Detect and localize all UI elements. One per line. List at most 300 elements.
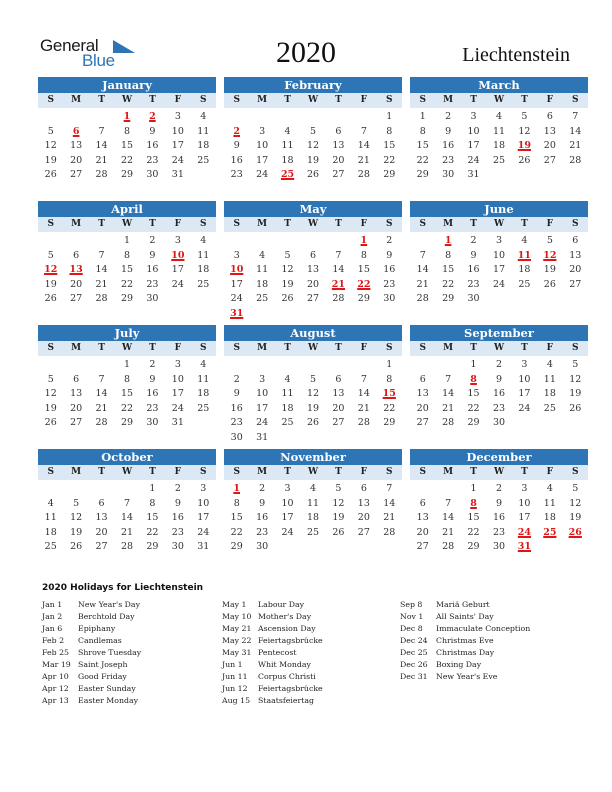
page-title-year: 2020 xyxy=(276,36,336,69)
holiday-item xyxy=(222,671,323,683)
weekday-label: W xyxy=(121,95,133,105)
day-cell: 21 xyxy=(569,140,582,151)
month-june xyxy=(410,201,588,307)
day-cell: 7 xyxy=(360,373,367,385)
day-cell: 23 xyxy=(492,526,506,538)
day-cell: 21 xyxy=(357,154,370,166)
day-cell: 5 xyxy=(546,235,553,246)
holiday-item xyxy=(42,611,141,623)
empty-cell xyxy=(249,234,274,249)
day-cell: 22 xyxy=(383,154,396,166)
weekday-label: T xyxy=(335,467,342,477)
weekday-label: W xyxy=(121,343,133,353)
weekday-label: T xyxy=(149,343,156,353)
weekday-label: T xyxy=(284,95,291,105)
day-cell: 30 xyxy=(256,541,269,552)
weekday-label: S xyxy=(47,467,54,477)
holiday-column xyxy=(222,599,323,707)
day-cell: 29 xyxy=(416,169,429,180)
holiday-name: Feiertagsbrücke xyxy=(258,636,323,645)
day-cell: 14 xyxy=(569,125,582,137)
day-cell: 29 xyxy=(467,541,480,552)
day-cell: 30 xyxy=(383,293,396,304)
day-cell: 29 xyxy=(383,169,396,180)
empty-cell xyxy=(63,482,88,497)
day-cell: 24 xyxy=(171,154,184,166)
day-cell: 28 xyxy=(357,417,370,428)
holiday-name: Berchtold Day xyxy=(78,612,135,621)
weekday-label: W xyxy=(493,95,505,105)
day-cell: 2 xyxy=(495,483,503,494)
holiday-date: Jun 12 xyxy=(222,684,248,693)
day-cell: 26 xyxy=(543,278,556,290)
holiday-item xyxy=(222,647,323,659)
day-cell: 10 xyxy=(467,125,480,137)
day-cell: 15 xyxy=(146,512,159,523)
day-cell: 25 xyxy=(197,278,210,290)
day-cell: 13 xyxy=(357,497,370,509)
day-cell: 18 xyxy=(306,512,320,523)
weekday-label: S xyxy=(47,95,54,105)
weekday-label: T xyxy=(470,343,477,353)
month-april xyxy=(38,201,216,307)
holiday-day-cell: 12 xyxy=(44,264,58,275)
day-cell: 9 xyxy=(470,249,477,261)
day-cell: 24 xyxy=(171,402,184,414)
weekday-row xyxy=(224,217,402,232)
day-cell: 23 xyxy=(230,169,243,180)
day-cell: 4 xyxy=(546,359,553,370)
holiday-day-cell: 31 xyxy=(517,541,532,552)
day-cell: 1 xyxy=(419,111,426,122)
day-cell: 29 xyxy=(467,417,480,428)
day-cell: 19 xyxy=(569,512,582,523)
weekday-label: M xyxy=(71,219,82,229)
day-cell: 18 xyxy=(44,526,57,538)
holiday-item xyxy=(222,635,323,647)
day-cell: 22 xyxy=(416,154,429,166)
day-cell: 10 xyxy=(256,388,269,399)
day-cell: 19 xyxy=(70,526,83,538)
day-cell: 9 xyxy=(495,373,503,385)
day-cell: 16 xyxy=(146,388,159,399)
weekday-label: T xyxy=(470,219,477,229)
day-cell: 23 xyxy=(230,417,243,428)
empty-cell xyxy=(38,482,63,497)
holidays-title: 2020 Holidays for Liechtenstein xyxy=(42,583,204,593)
weekday-label: T xyxy=(149,95,156,105)
day-cell: 25 xyxy=(543,402,556,414)
day-cell: 2 xyxy=(149,235,156,246)
day-cell: 30 xyxy=(171,541,184,552)
day-cell: 26 xyxy=(569,402,582,414)
day-cell: 22 xyxy=(230,526,243,538)
month-december xyxy=(410,449,588,555)
day-cell: 1 xyxy=(386,359,393,370)
empty-cell xyxy=(410,358,435,373)
day-cell: 19 xyxy=(332,512,345,523)
day-cell: 7 xyxy=(335,249,342,261)
weekday-label: W xyxy=(307,343,319,353)
day-cell: 27 xyxy=(543,154,556,166)
day-cell: 3 xyxy=(200,483,207,494)
weekday-label: S xyxy=(233,95,240,105)
day-cell: 31 xyxy=(467,169,480,180)
weekday-label: F xyxy=(174,95,182,105)
day-cell: 1 xyxy=(386,111,393,122)
weekday-label: S xyxy=(572,467,579,477)
day-cell: 19 xyxy=(569,388,582,399)
day-cell: 16 xyxy=(492,388,506,399)
holiday-date: Jun 11 xyxy=(222,672,248,681)
weekday-row xyxy=(410,341,588,356)
day-cell: 18 xyxy=(256,278,269,290)
day-cell: 29 xyxy=(230,541,243,552)
day-cell: 3 xyxy=(495,235,503,246)
weekday-label: T xyxy=(149,219,156,229)
day-cell: 24 xyxy=(230,293,243,304)
day-cell: 5 xyxy=(284,249,291,261)
day-cell: 19 xyxy=(44,154,57,166)
day-cell: 18 xyxy=(197,140,210,151)
day-cell: 2 xyxy=(470,235,477,246)
day-cell: 6 xyxy=(360,483,367,494)
holiday-name: Staatsfeiertag xyxy=(258,696,315,705)
day-cell: 7 xyxy=(572,111,579,122)
day-cell: 2 xyxy=(149,359,156,370)
holiday-day-cell: 10 xyxy=(171,249,185,261)
day-cell: 16 xyxy=(146,140,159,151)
holiday-day-cell: 31 xyxy=(230,307,244,319)
day-cell: 4 xyxy=(47,497,54,509)
day-cell: 13 xyxy=(306,264,320,275)
day-cell: 24 xyxy=(281,526,294,538)
day-cell: 19 xyxy=(281,278,294,290)
month-january xyxy=(38,77,216,183)
day-cell: 12 xyxy=(44,388,57,399)
day-cell: 9 xyxy=(233,140,240,151)
empty-cell xyxy=(38,110,63,125)
holiday-item xyxy=(42,635,141,647)
day-cell: 5 xyxy=(309,125,317,137)
holiday-date: Jun 1 xyxy=(222,660,243,669)
day-cell: 13 xyxy=(569,249,582,261)
weekday-label: F xyxy=(546,95,554,105)
day-cell: 17 xyxy=(492,264,506,275)
holiday-date: Apr 10 xyxy=(42,672,69,681)
day-cell: 11 xyxy=(197,373,210,385)
holiday-name: All Saints' Day xyxy=(436,612,494,621)
holiday-date: Jan 1 xyxy=(42,600,63,609)
weekday-row xyxy=(224,465,402,480)
holiday-name: Boxing Day xyxy=(436,660,482,669)
day-cell: 25 xyxy=(44,541,57,552)
day-cell: 3 xyxy=(174,359,181,370)
weekday-label: T xyxy=(98,219,105,229)
day-cell: 13 xyxy=(543,125,556,137)
day-cell: 26 xyxy=(518,154,531,166)
day-cell: 11 xyxy=(256,264,269,275)
day-cell: 12 xyxy=(306,388,320,399)
weekday-label: M xyxy=(71,343,82,353)
weekday-row xyxy=(38,465,216,480)
day-cell: 13 xyxy=(70,388,83,399)
weekday-label: W xyxy=(493,219,505,229)
day-cell: 27 xyxy=(569,278,582,290)
empty-cell xyxy=(410,482,435,497)
empty-cell xyxy=(224,110,249,125)
day-cell: 30 xyxy=(492,541,506,552)
holiday-day-cell: 2 xyxy=(149,111,156,122)
day-cell: 20 xyxy=(70,154,83,166)
day-cell: 28 xyxy=(332,293,345,304)
day-cell: 18 xyxy=(492,140,506,151)
day-cell: 4 xyxy=(546,483,553,494)
day-cell: 29 xyxy=(442,293,455,304)
empty-cell xyxy=(249,358,274,373)
weekday-label: F xyxy=(546,219,554,229)
day-cell: 14 xyxy=(95,140,108,151)
day-cell: 29 xyxy=(120,417,134,428)
weekday-label: F xyxy=(546,467,554,477)
weekday-label: W xyxy=(307,219,319,229)
day-cell: 14 xyxy=(383,497,396,509)
holiday-name: Ascension Day xyxy=(258,624,316,633)
day-cell: 18 xyxy=(518,264,531,275)
day-cell: 19 xyxy=(306,154,320,166)
weekday-row xyxy=(38,217,216,232)
holiday-name: Pentecost xyxy=(258,648,297,657)
day-cell: 28 xyxy=(95,169,108,180)
holiday-item xyxy=(42,683,141,695)
day-cell: 2 xyxy=(259,483,266,494)
weekday-label: S xyxy=(572,343,579,353)
empty-cell xyxy=(300,234,325,249)
weekday-label: T xyxy=(470,467,477,477)
weekday-label: T xyxy=(335,95,342,105)
holiday-name: Feiertagsbrücke xyxy=(258,684,323,693)
day-cell: 5 xyxy=(309,373,317,385)
empty-cell xyxy=(351,358,376,373)
holiday-item xyxy=(42,671,141,683)
weekday-label: T xyxy=(98,467,105,477)
day-cell: 12 xyxy=(44,140,57,151)
day-cell: 15 xyxy=(442,264,455,275)
day-cell: 6 xyxy=(73,249,80,261)
day-cell: 23 xyxy=(256,526,269,538)
day-cell: 8 xyxy=(386,125,393,137)
weekday-label: F xyxy=(360,95,368,105)
day-cell: 7 xyxy=(360,125,367,137)
day-cell: 26 xyxy=(306,169,320,180)
day-cell: 17 xyxy=(256,402,269,414)
day-cell: 4 xyxy=(259,249,266,261)
day-cell: 23 xyxy=(492,402,506,414)
day-cell: 23 xyxy=(146,278,159,290)
month-july xyxy=(38,325,216,431)
weekday-label: T xyxy=(284,343,291,353)
day-cell: 1 xyxy=(470,483,477,494)
day-cell: 27 xyxy=(70,417,83,428)
holiday-item xyxy=(400,623,530,635)
day-cell: 4 xyxy=(200,111,207,122)
empty-cell xyxy=(326,110,351,125)
weekday-label: F xyxy=(360,467,368,477)
holiday-item xyxy=(400,611,530,623)
holiday-day-cell: 15 xyxy=(382,388,396,399)
day-cell: 16 xyxy=(467,264,480,275)
month-september xyxy=(410,325,588,431)
day-cell: 20 xyxy=(332,402,345,414)
day-cell: 17 xyxy=(197,512,210,523)
day-cell: 24 xyxy=(171,278,184,290)
day-cell: 29 xyxy=(357,293,370,304)
day-cell: 26 xyxy=(44,293,57,304)
weekday-label: S xyxy=(386,467,393,477)
day-cell: 9 xyxy=(495,497,503,509)
weekday-label: S xyxy=(386,95,393,105)
holiday-date: Jan 6 xyxy=(42,624,63,633)
day-cell: 20 xyxy=(357,512,370,523)
weekday-label: S xyxy=(419,219,426,229)
day-cell: 14 xyxy=(120,512,134,523)
holiday-item xyxy=(400,635,530,647)
holiday-date: Aug 15 xyxy=(222,696,251,705)
day-cell: 5 xyxy=(47,373,54,385)
month-header: March xyxy=(410,77,588,93)
empty-cell xyxy=(63,110,88,125)
month-header: June xyxy=(410,201,588,217)
weekday-label: S xyxy=(47,343,54,353)
day-cell: 13 xyxy=(70,140,83,151)
day-cell: 14 xyxy=(416,264,429,275)
weekday-label: F xyxy=(174,467,182,477)
weekday-label: M xyxy=(257,343,268,353)
day-cell: 22 xyxy=(146,526,159,538)
day-cell: 24 xyxy=(256,417,269,428)
day-cell: 24 xyxy=(197,526,210,538)
empty-cell xyxy=(275,110,300,125)
day-cell: 4 xyxy=(495,111,503,122)
weekday-label: T xyxy=(521,95,528,105)
day-cell: 9 xyxy=(149,249,156,261)
holiday-name: New Year's Day xyxy=(78,600,140,609)
holiday-date: Sep 8 xyxy=(400,600,423,609)
day-cell: 6 xyxy=(419,497,426,509)
empty-cell xyxy=(435,358,460,373)
day-cell: 27 xyxy=(332,417,345,428)
day-cell: 13 xyxy=(332,388,345,399)
day-cell: 14 xyxy=(357,140,370,151)
day-cell: 9 xyxy=(386,249,393,261)
holiday-item xyxy=(400,671,530,683)
holiday-name: Christmas Day xyxy=(436,648,495,657)
weekday-row xyxy=(410,217,588,232)
holiday-day-cell: 19 xyxy=(517,140,532,151)
day-cell: 17 xyxy=(171,140,184,151)
holiday-day-cell: 12 xyxy=(543,249,557,261)
weekday-label: S xyxy=(233,219,240,229)
day-cell: 31 xyxy=(171,417,184,428)
day-cell: 22 xyxy=(467,402,480,414)
holiday-day-cell: 1 xyxy=(233,483,241,494)
day-cell: 16 xyxy=(171,512,184,523)
holiday-item xyxy=(222,659,323,671)
day-cell: 17 xyxy=(171,264,184,275)
day-cell: 17 xyxy=(171,388,184,399)
day-cell: 20 xyxy=(306,278,320,290)
day-cell: 10 xyxy=(197,497,210,509)
day-cell: 19 xyxy=(543,264,556,275)
weekday-label: M xyxy=(443,343,454,353)
day-cell: 23 xyxy=(171,526,184,538)
holiday-name: Mother's Day xyxy=(258,612,312,621)
day-cell: 17 xyxy=(518,512,531,523)
day-cell: 7 xyxy=(445,373,452,385)
day-cell: 16 xyxy=(442,140,455,151)
day-cell: 14 xyxy=(95,388,108,399)
holiday-item xyxy=(222,599,323,611)
day-cell: 19 xyxy=(306,402,320,414)
day-cell: 20 xyxy=(416,402,429,414)
logo-general-text: General xyxy=(40,36,99,55)
day-cell: 1 xyxy=(149,483,156,494)
holiday-day-cell: 1 xyxy=(444,235,452,246)
holiday-day-cell: 1 xyxy=(123,111,131,122)
empty-cell xyxy=(300,358,325,373)
day-cell: 12 xyxy=(332,497,345,509)
day-cell: 4 xyxy=(284,373,291,385)
day-cell: 23 xyxy=(442,154,455,166)
day-cell: 30 xyxy=(442,169,455,180)
country-name: Liechtenstein xyxy=(462,44,570,66)
day-cell: 7 xyxy=(419,249,426,261)
day-cell: 18 xyxy=(281,402,294,414)
day-cell: 9 xyxy=(149,125,156,137)
day-cell: 22 xyxy=(467,526,480,538)
weekday-label: S xyxy=(47,219,54,229)
weekday-label: S xyxy=(200,219,207,229)
day-grid xyxy=(224,480,402,555)
empty-cell xyxy=(63,358,88,373)
day-cell: 30 xyxy=(146,293,159,304)
day-cell: 2 xyxy=(233,373,240,385)
day-cell: 11 xyxy=(492,125,506,137)
day-cell: 18 xyxy=(197,388,210,399)
empty-cell xyxy=(38,234,63,249)
holiday-item xyxy=(42,695,141,707)
weekday-label: M xyxy=(443,95,454,105)
day-cell: 29 xyxy=(120,293,134,304)
day-grid xyxy=(38,356,216,431)
day-cell: 16 xyxy=(492,512,506,523)
day-cell: 17 xyxy=(230,278,243,290)
logo-blue-text: Blue xyxy=(82,51,115,70)
day-cell: 26 xyxy=(70,541,83,552)
holiday-name: Shrove Tuesday xyxy=(78,648,142,657)
day-cell: 8 xyxy=(149,497,156,509)
holiday-name: Epiphany xyxy=(78,624,116,633)
day-cell: 4 xyxy=(521,235,528,246)
day-cell: 26 xyxy=(306,417,320,428)
holiday-date: Dec 26 xyxy=(400,660,428,669)
weekday-label: T xyxy=(98,343,105,353)
weekday-label: T xyxy=(284,467,291,477)
weekday-row xyxy=(38,93,216,108)
day-cell: 12 xyxy=(281,264,294,275)
day-grid xyxy=(410,108,588,183)
day-cell: 2 xyxy=(445,111,452,122)
